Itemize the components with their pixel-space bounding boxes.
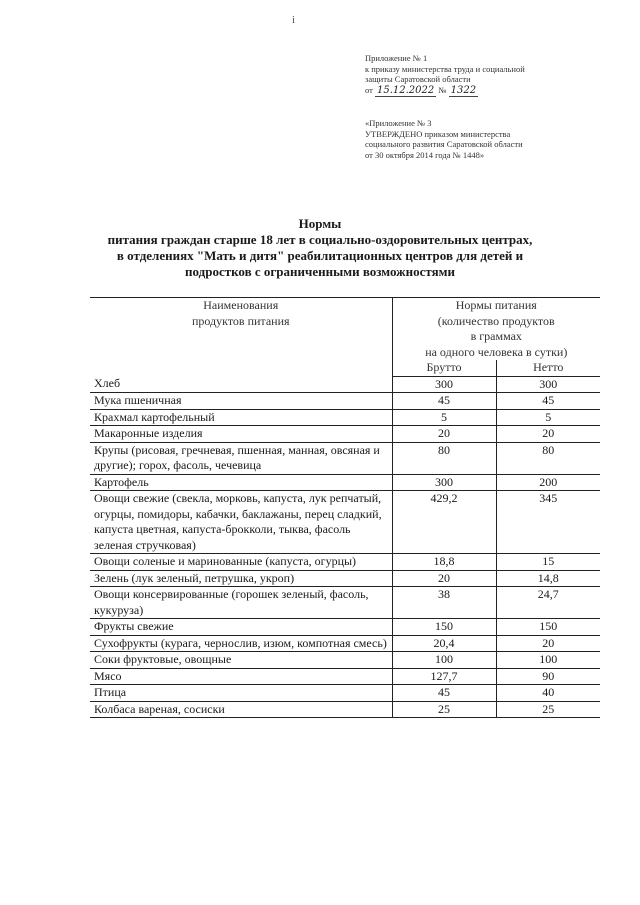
product-name-cell: Птица: [90, 685, 392, 702]
brutto-cell: 429,2: [392, 491, 496, 554]
product-name-cell: Колбаса вареная, сосиски: [90, 701, 392, 718]
table-row: [90, 442, 600, 474]
table-row: [90, 701, 600, 718]
title-line2: питания граждан старше 18 лет в социально-оздоровительных центрах,: [107, 232, 533, 247]
annex-3-line2: УТВЕРЖДЕНО приказом министерства: [365, 128, 511, 139]
brutto-cell: 150: [392, 619, 496, 636]
netto-cell: 300: [496, 376, 600, 393]
table-row: [90, 570, 600, 587]
table-row: [90, 393, 600, 410]
product-name-cell: Мясо: [90, 668, 392, 685]
brutto-cell: 300: [392, 474, 496, 491]
header-brutto: Брутто: [392, 360, 496, 376]
product-name-cell: Зелень (лук зеленый, петрушка, укроп): [90, 570, 392, 587]
product-name-cell: Мука пшеничная: [90, 393, 392, 410]
product-name-cell: Овощи свежие (свекла, морковь, капуста, лук репчатый, огурцы, помидоры, кабачки, баклажаны, перец сладкий, капуста цветная, капуста-брокколи, тыква, фасоль зеленая стручковая): [90, 491, 392, 554]
annex-1-date-line: [365, 85, 525, 98]
product-name-cell: Крупы (рисовая, гречневая, пшенная, манная, овсяная и другие); горох, фасоль, чечевица: [90, 442, 392, 474]
number-prefix: №: [438, 84, 447, 95]
brutto-cell: 20: [392, 570, 496, 587]
netto-cell: 24,7: [496, 587, 600, 619]
product-name-cell: Хлеб: [90, 376, 392, 393]
handwritten-number: 1322: [450, 84, 477, 96]
netto-cell: 15: [496, 554, 600, 571]
product-name-cell: Овощи соленые и маринованные (капуста, огурцы): [90, 554, 392, 571]
header-product-name: Наименования продуктов питания: [90, 298, 392, 377]
document-title: [70, 216, 570, 280]
table-row: [90, 652, 600, 669]
annex-1-line1: Приложение № 1: [365, 53, 428, 63]
netto-cell: 25: [496, 701, 600, 718]
brutto-cell: 20,4: [392, 635, 496, 652]
brutto-cell: 100: [392, 652, 496, 669]
netto-cell: 45: [496, 393, 600, 410]
product-name-cell: Овощи консервированные (горошек зеленый, фасоль, кукуруза): [90, 587, 392, 619]
annex-1-block: [365, 53, 525, 97]
table-row: [90, 685, 600, 702]
brutto-cell: 25: [392, 701, 496, 718]
table-row: [90, 409, 600, 426]
annex-3-line4: от 30 октября 2014 года № 1448»: [365, 149, 485, 160]
brutto-cell: 20: [392, 426, 496, 443]
product-name-cell: Крахмал картофельный: [90, 409, 392, 426]
page-mark: i: [292, 14, 296, 26]
netto-cell: 100: [496, 652, 600, 669]
title-line4: подростков с ограниченными возможностями: [185, 264, 455, 279]
annex-3-block: [365, 118, 523, 160]
table-row: [90, 426, 600, 443]
netto-cell: 200: [496, 474, 600, 491]
table-row: [90, 587, 600, 619]
product-name-cell: Фрукты свежие: [90, 619, 392, 636]
annex-1-line3: защиты Саратовской области: [365, 74, 471, 84]
brutto-cell: 38: [392, 587, 496, 619]
table-row: [90, 376, 600, 393]
title-line1: Нормы: [298, 216, 342, 231]
handwritten-date: 15.12.2022: [376, 84, 435, 96]
netto-cell: 20: [496, 635, 600, 652]
product-name-cell: Сухофрукты (курага, чернослив, изюм, компотная смесь): [90, 635, 392, 652]
netto-cell: 20: [496, 426, 600, 443]
brutto-cell: 80: [392, 442, 496, 474]
annex-3-line3: социального развития Саратовской области: [365, 139, 523, 149]
brutto-cell: 127,7: [392, 668, 496, 685]
header-norms: Нормы питания (количество продуктов в граммах на одного человека в сутки): [392, 298, 600, 361]
netto-cell: 150: [496, 619, 600, 636]
table-row: [90, 619, 600, 636]
table-row: [90, 554, 600, 571]
table-row: [90, 491, 600, 554]
product-name-cell: Картофель: [90, 474, 392, 491]
header-netto: Нетто: [496, 360, 600, 376]
brutto-cell: 18,8: [392, 554, 496, 571]
brutto-cell: 300: [392, 376, 496, 393]
netto-cell: 80: [496, 442, 600, 474]
table-row: [90, 635, 600, 652]
netto-cell: 40: [496, 685, 600, 702]
brutto-cell: 45: [392, 393, 496, 410]
table-body: [90, 376, 600, 718]
brutto-cell: 5: [392, 409, 496, 426]
table-header-row: [90, 298, 600, 361]
netto-cell: 345: [496, 491, 600, 554]
title-line3: в отделениях "Мать и дитя" реабилитационных центров для детей и: [116, 248, 524, 263]
netto-cell: 5: [496, 409, 600, 426]
product-name-cell: Соки фруктовые, овощные: [90, 652, 392, 669]
annex-1-line2: к приказу министерства труда и социальной: [365, 63, 525, 74]
netto-cell: 14,8: [496, 570, 600, 587]
brutto-cell: 45: [392, 685, 496, 702]
table-row: [90, 668, 600, 685]
netto-cell: 90: [496, 668, 600, 685]
nutrition-norms-table: [90, 297, 600, 718]
date-prefix: от: [365, 84, 373, 95]
product-name-cell: Макаронные изделия: [90, 426, 392, 443]
annex-3-line1: «Приложение № 3: [365, 118, 432, 128]
table-row: [90, 474, 600, 491]
